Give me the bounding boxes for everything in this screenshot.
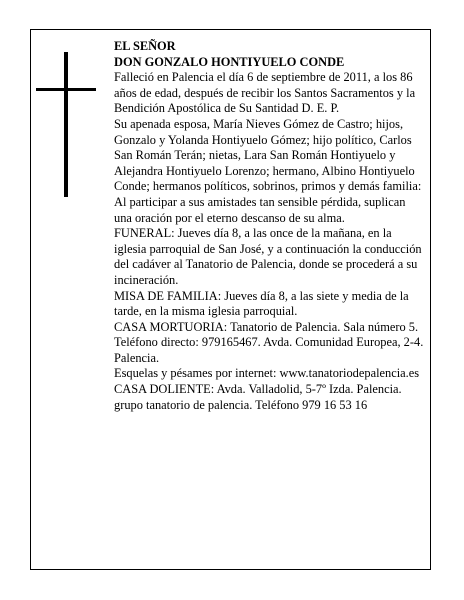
cross-vertical-bar xyxy=(64,52,68,197)
death-notice-paragraph: Falleció en Palencia el día 6 de septiembre de 2011, a los 86 años de edad, después de recibir los Santos Sacramentos y la Bendición Apostólica de Su Santidad D. E. P. xyxy=(114,70,416,116)
prayer-request-paragraph: Al participar a sus amistades tan sensible pérdida, suplican una oración por el eterno descanso de su alma. xyxy=(114,194,406,225)
heading-line-1: EL SEÑOR xyxy=(114,39,176,53)
family-mass-paragraph: MISA DE FAMILIA: Jueves día 8, a las siete y media de la tarde, en la misma iglesia parroquial. xyxy=(114,288,409,319)
cross-horizontal-bar xyxy=(36,88,96,91)
family-home-paragraph: CASA DOLIENTE: Avda. Valladolid, 5-7º Izda. Palencia. xyxy=(114,382,402,397)
internet-condolences-paragraph: Esquelas y pésames por internet: www.tanatoriodepalencia.es xyxy=(114,366,420,381)
obituary-text xyxy=(114,39,424,413)
deceased-name: DON GONZALO HONTIYUELO CONDE xyxy=(114,54,345,69)
funeral-home-paragraph: CASA MORTUORIA: Tanatorio de Palencia. Sala número 5. Teléfono directo: 979165467. Avda. Comunidad Europea, 2-4. Palencia. xyxy=(114,319,424,365)
funeral-group-paragraph: grupo tanatorio de palencia. Teléfono 979 16 53 16 xyxy=(114,397,368,412)
family-paragraph: Su apenada esposa, María Nieves Gómez de Castro; hijos, Gonzalo y Yolanda Hontiyuelo Gómez; hijo político, Carlos San Román Terán; nietas, Lara San Román Hontiyuelo y Alejandra Hontiyuelo Lorenzo; hermano, Albino Hontiyuelo Conde; hermanos políticos, sobrinos, primos y demás familia: xyxy=(114,116,422,194)
cross-icon xyxy=(36,52,96,197)
funeral-paragraph: FUNERAL: Jueves día 8, a las once de la mañana, en la iglesia parroquial de San José, y a continuación la conducción del cadáver al Tanatorio de Palencia, donde se procederá a su incineración. xyxy=(114,226,422,287)
